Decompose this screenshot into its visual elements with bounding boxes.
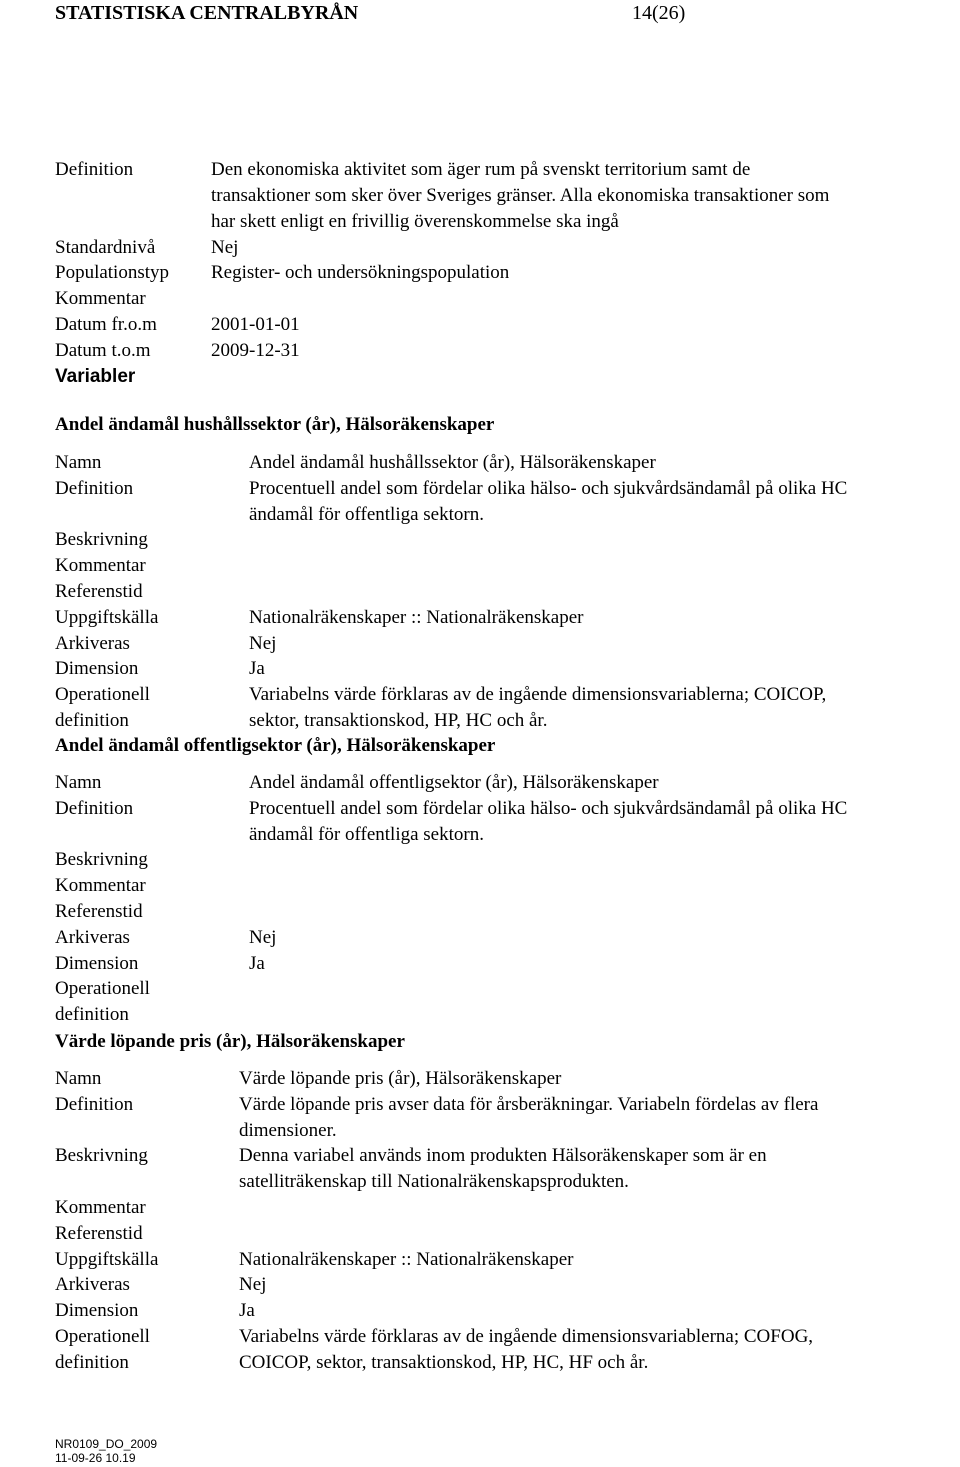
variable-row bbox=[55, 553, 847, 579]
variable-row bbox=[55, 1272, 818, 1298]
intro-definition-value: Den ekonomiska aktivitet som äger rum på svenskt territorium samt de transaktioner som sker över Sveriges gränser. Alla ekonomiska transaktioner som har skett enligt en frivillig överenskommelse ska ingå bbox=[211, 159, 830, 232]
field-label: Uppgiftskälla bbox=[55, 606, 159, 628]
field-label: Referenstid bbox=[55, 580, 143, 602]
field-value: Nej bbox=[239, 1274, 267, 1296]
field-value: Procentuell andel som fördelar olika hälso- och sjukvårdsändamål på olika HC ändamål för offentliga sektorn. bbox=[249, 477, 848, 525]
field-label: Definition bbox=[55, 1093, 134, 1115]
field-value: Nationalräkenskaper :: Nationalräkenskaper bbox=[249, 606, 584, 628]
variable-title: Andel ändamål offentligsektor (år), Hälsoräkenskaper bbox=[55, 735, 496, 756]
field-label: Definition bbox=[55, 797, 134, 819]
field-value: Nej bbox=[249, 926, 277, 948]
variable-row bbox=[55, 1324, 818, 1376]
variable-table bbox=[55, 450, 847, 734]
variable-row bbox=[55, 1143, 818, 1195]
field-label: Operationell definition bbox=[55, 1325, 150, 1373]
field-value: Värde löpande pris (år), Hälsoräkenskaper bbox=[239, 1068, 562, 1089]
field-label: Arkiveras bbox=[55, 1274, 130, 1296]
variable-row bbox=[55, 796, 847, 848]
variabler-heading: Variabler bbox=[55, 366, 136, 387]
field-label: Arkiveras bbox=[55, 926, 130, 948]
page-number: 14(26) bbox=[632, 2, 686, 24]
field-label: Kommentar bbox=[55, 875, 146, 897]
variable-row bbox=[55, 1066, 818, 1092]
intro-tom-label: Datum t.o.m bbox=[55, 340, 151, 361]
variable-row bbox=[55, 1298, 818, 1324]
field-label: Beskrivning bbox=[55, 849, 148, 871]
footer-doc-id: NR0109_DO_2009 bbox=[55, 1437, 158, 1451]
field-value: Nej bbox=[249, 632, 277, 654]
field-label: Kommentar bbox=[55, 555, 146, 577]
field-value: Ja bbox=[249, 952, 265, 974]
field-value: Ja bbox=[239, 1300, 255, 1322]
intro-poptype-value: Register- och undersökningspopulation bbox=[211, 262, 510, 283]
variable-table bbox=[55, 770, 847, 1028]
variable-row bbox=[55, 951, 847, 977]
variable-table bbox=[55, 1066, 818, 1376]
field-label: Beskrivning bbox=[55, 1145, 148, 1167]
field-value: Värde löpande pris avser data för årsberäkningar. Variabeln fördelas av flera dimensioner. bbox=[239, 1093, 819, 1141]
variable-row bbox=[55, 476, 847, 528]
field-label: Namn bbox=[55, 452, 102, 473]
variable-title: Värde löpande pris (år), Hälsoräkenskaper bbox=[55, 1031, 405, 1052]
intro-from-value: 2001-01-01 bbox=[211, 314, 300, 335]
variable-row bbox=[55, 527, 847, 553]
field-label: Referenstid bbox=[55, 1222, 143, 1244]
field-label: Dimension bbox=[55, 1300, 139, 1322]
field-label: Dimension bbox=[55, 658, 139, 680]
field-value: Andel ändamål offentligsektor (år), Hälsoräkenskaper bbox=[249, 772, 659, 793]
field-value: Denna variabel används inom produkten Hälsoräkenskaper som är en satelliträkenskap till Nationalräkenskapsprodukten. bbox=[239, 1145, 767, 1193]
field-value: Nationalräkenskaper :: Nationalräkenskaper bbox=[239, 1248, 574, 1270]
field-label: Operationell definition bbox=[55, 978, 150, 1026]
field-label: Beskrivning bbox=[55, 529, 148, 551]
variable-row bbox=[55, 873, 847, 899]
intro-poptype-label: Populationstyp bbox=[55, 262, 170, 283]
variable-row bbox=[55, 770, 847, 796]
variable-row bbox=[55, 899, 847, 925]
variable-row bbox=[55, 1092, 818, 1144]
field-value: Variabelns värde förklaras av de ingående dimensionsvariablerna; COFOG, COICOP, sektor, transaktionskod, HP, HC, HF och år. bbox=[239, 1325, 814, 1373]
variable-row bbox=[55, 450, 847, 476]
variable-title: Andel ändamål hushållssektor (år), Hälsoräkenskaper bbox=[55, 414, 495, 435]
intro-from-label: Datum fr.o.m bbox=[55, 314, 157, 335]
field-label: Definition bbox=[55, 477, 134, 499]
field-value: Variabelns värde förklaras av de ingående dimensionsvariablerna; COICOP, sektor, transaktionskod, HP, HC och år. bbox=[249, 684, 827, 731]
intro-tom-value: 2009-12-31 bbox=[211, 340, 300, 361]
field-label: Dimension bbox=[55, 952, 139, 974]
field-label: Namn bbox=[55, 1068, 102, 1089]
intro-standard-label: Standardnivå bbox=[55, 237, 156, 258]
field-label: Kommentar bbox=[55, 1196, 146, 1218]
variable-row bbox=[55, 925, 847, 951]
variable-row bbox=[55, 682, 847, 734]
field-label: Operationell definition bbox=[55, 684, 150, 731]
field-label: Uppgiftskälla bbox=[55, 1248, 159, 1270]
intro-kommentar-label: Kommentar bbox=[55, 288, 146, 309]
intro-standard-value: Nej bbox=[211, 237, 239, 258]
variable-row bbox=[55, 976, 847, 1028]
field-label: Referenstid bbox=[55, 900, 143, 922]
header-organization: STATISTISKA CENTRALBYRÅN bbox=[55, 2, 359, 24]
field-value: Procentuell andel som fördelar olika hälso- och sjukvårdsändamål på olika HC ändamål för offentliga sektorn. bbox=[249, 797, 848, 845]
variable-row bbox=[55, 631, 847, 657]
variable-row bbox=[55, 605, 847, 631]
field-label: Namn bbox=[55, 772, 102, 793]
field-value: Andel ändamål hushållssektor (år), Hälsoräkenskaper bbox=[249, 452, 656, 473]
footer-timestamp: 11-09-26 10.19 bbox=[55, 1451, 136, 1465]
variable-row bbox=[55, 579, 847, 605]
variable-row bbox=[55, 1221, 818, 1247]
field-label: Arkiveras bbox=[55, 632, 130, 654]
field-value: Ja bbox=[249, 658, 265, 680]
variable-row bbox=[55, 1247, 818, 1273]
intro-definition-label: Definition bbox=[55, 159, 134, 180]
variable-row bbox=[55, 656, 847, 682]
variable-row bbox=[55, 1195, 818, 1221]
variable-row bbox=[55, 847, 847, 873]
